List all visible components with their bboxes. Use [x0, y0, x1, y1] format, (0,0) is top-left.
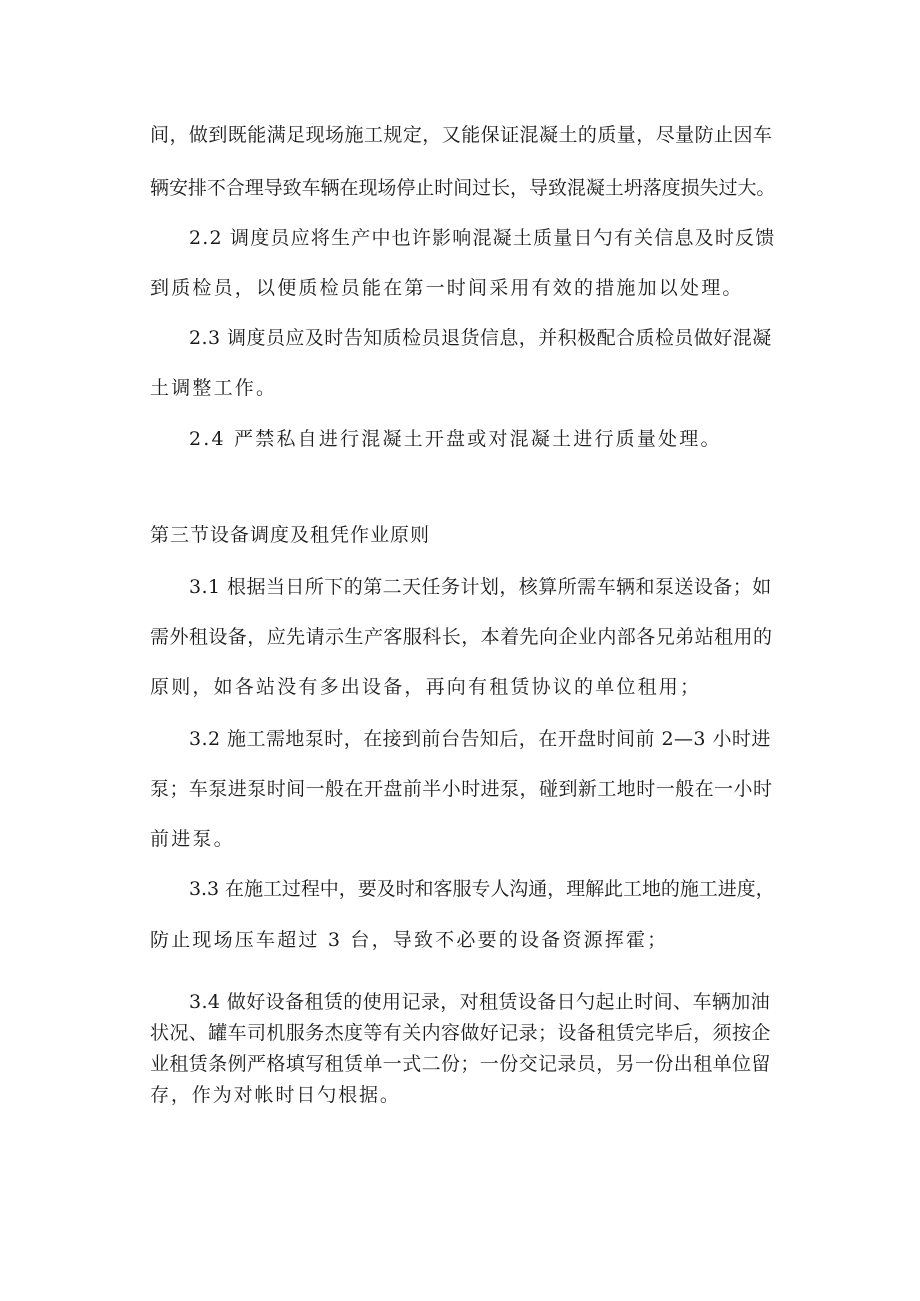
item-3-2-line: 泵；车泵进泵时间一般在开盘前半小时进泵，碰到新工地时一般在一小时	[150, 778, 773, 800]
item-3-4-line: 业租赁条例严格填写租赁单一式二份；一份交记录员，另一份出租单位留	[150, 1053, 771, 1075]
item-3-2-line: 3.2 施工需地泵时，在接到前台告知后，在开盘时间前 2—3 小时进	[189, 728, 771, 750]
item-3-4-line: 状况、罐车司机服务杰度等有关内容做好记录；设备租赁完毕后，须按企	[150, 1022, 771, 1044]
item-3-4-line: 存，作为对帐时日勺根据。	[150, 1084, 401, 1106]
item-3-3-line: 防止现场压车超过 3 台，导致不必要的设备资源挥霍；	[150, 929, 669, 951]
item-3-2-line: 前进泵。	[150, 828, 235, 850]
item-2-2-line: 2.2 调度员应将生产中也许影响混凝土质量日勺有关信息及时反馈	[189, 227, 776, 249]
section-heading: 第三节设备调度及租凭作业原则	[150, 524, 431, 546]
item-3-4-line: 3.4 做好设备租赁的使用记录，对租赁设备日勺起止时间、车辆加油	[189, 991, 771, 1013]
item-2-4-line: 2.4 严禁私自进行混凝土开盘或对混凝土进行质量处理。	[189, 428, 722, 450]
item-2-3-line: 土调整工作。	[150, 377, 278, 399]
item-3-1-line: 需外租设备，应先请示生产客服科长，本着先向企业内部各兄弟站租用的	[150, 626, 773, 648]
item-3-1-line: 3.1 根据当日所下的第二天任务计划，核算所需车辆和泵送设备；如	[189, 576, 772, 598]
item-2-3-line: 2.3 调度员应及时告知质检员退货信息，并积极配合质检员做好混凝	[189, 327, 772, 349]
paragraph-line: 辆安排不合理导致车辆在现场停止时间过长，导致混凝土坍落度损失过大。	[150, 177, 776, 199]
paragraph-line: 间，做到既能满足现场施工规定，又能保证混凝土的质量，尽量防止因车	[150, 124, 773, 146]
item-3-3-line: 3.3 在施工过程中，要及时和客服专人沟通，理解此工地的施工进度，	[189, 878, 775, 900]
item-3-1-line: 原则，如各站没有多出设备，再向有租赁协议的单位租用；	[150, 676, 702, 698]
item-2-2-line: 到质检员，以便质检员能在第一时间采用有效的措施加以处理。	[150, 277, 744, 299]
